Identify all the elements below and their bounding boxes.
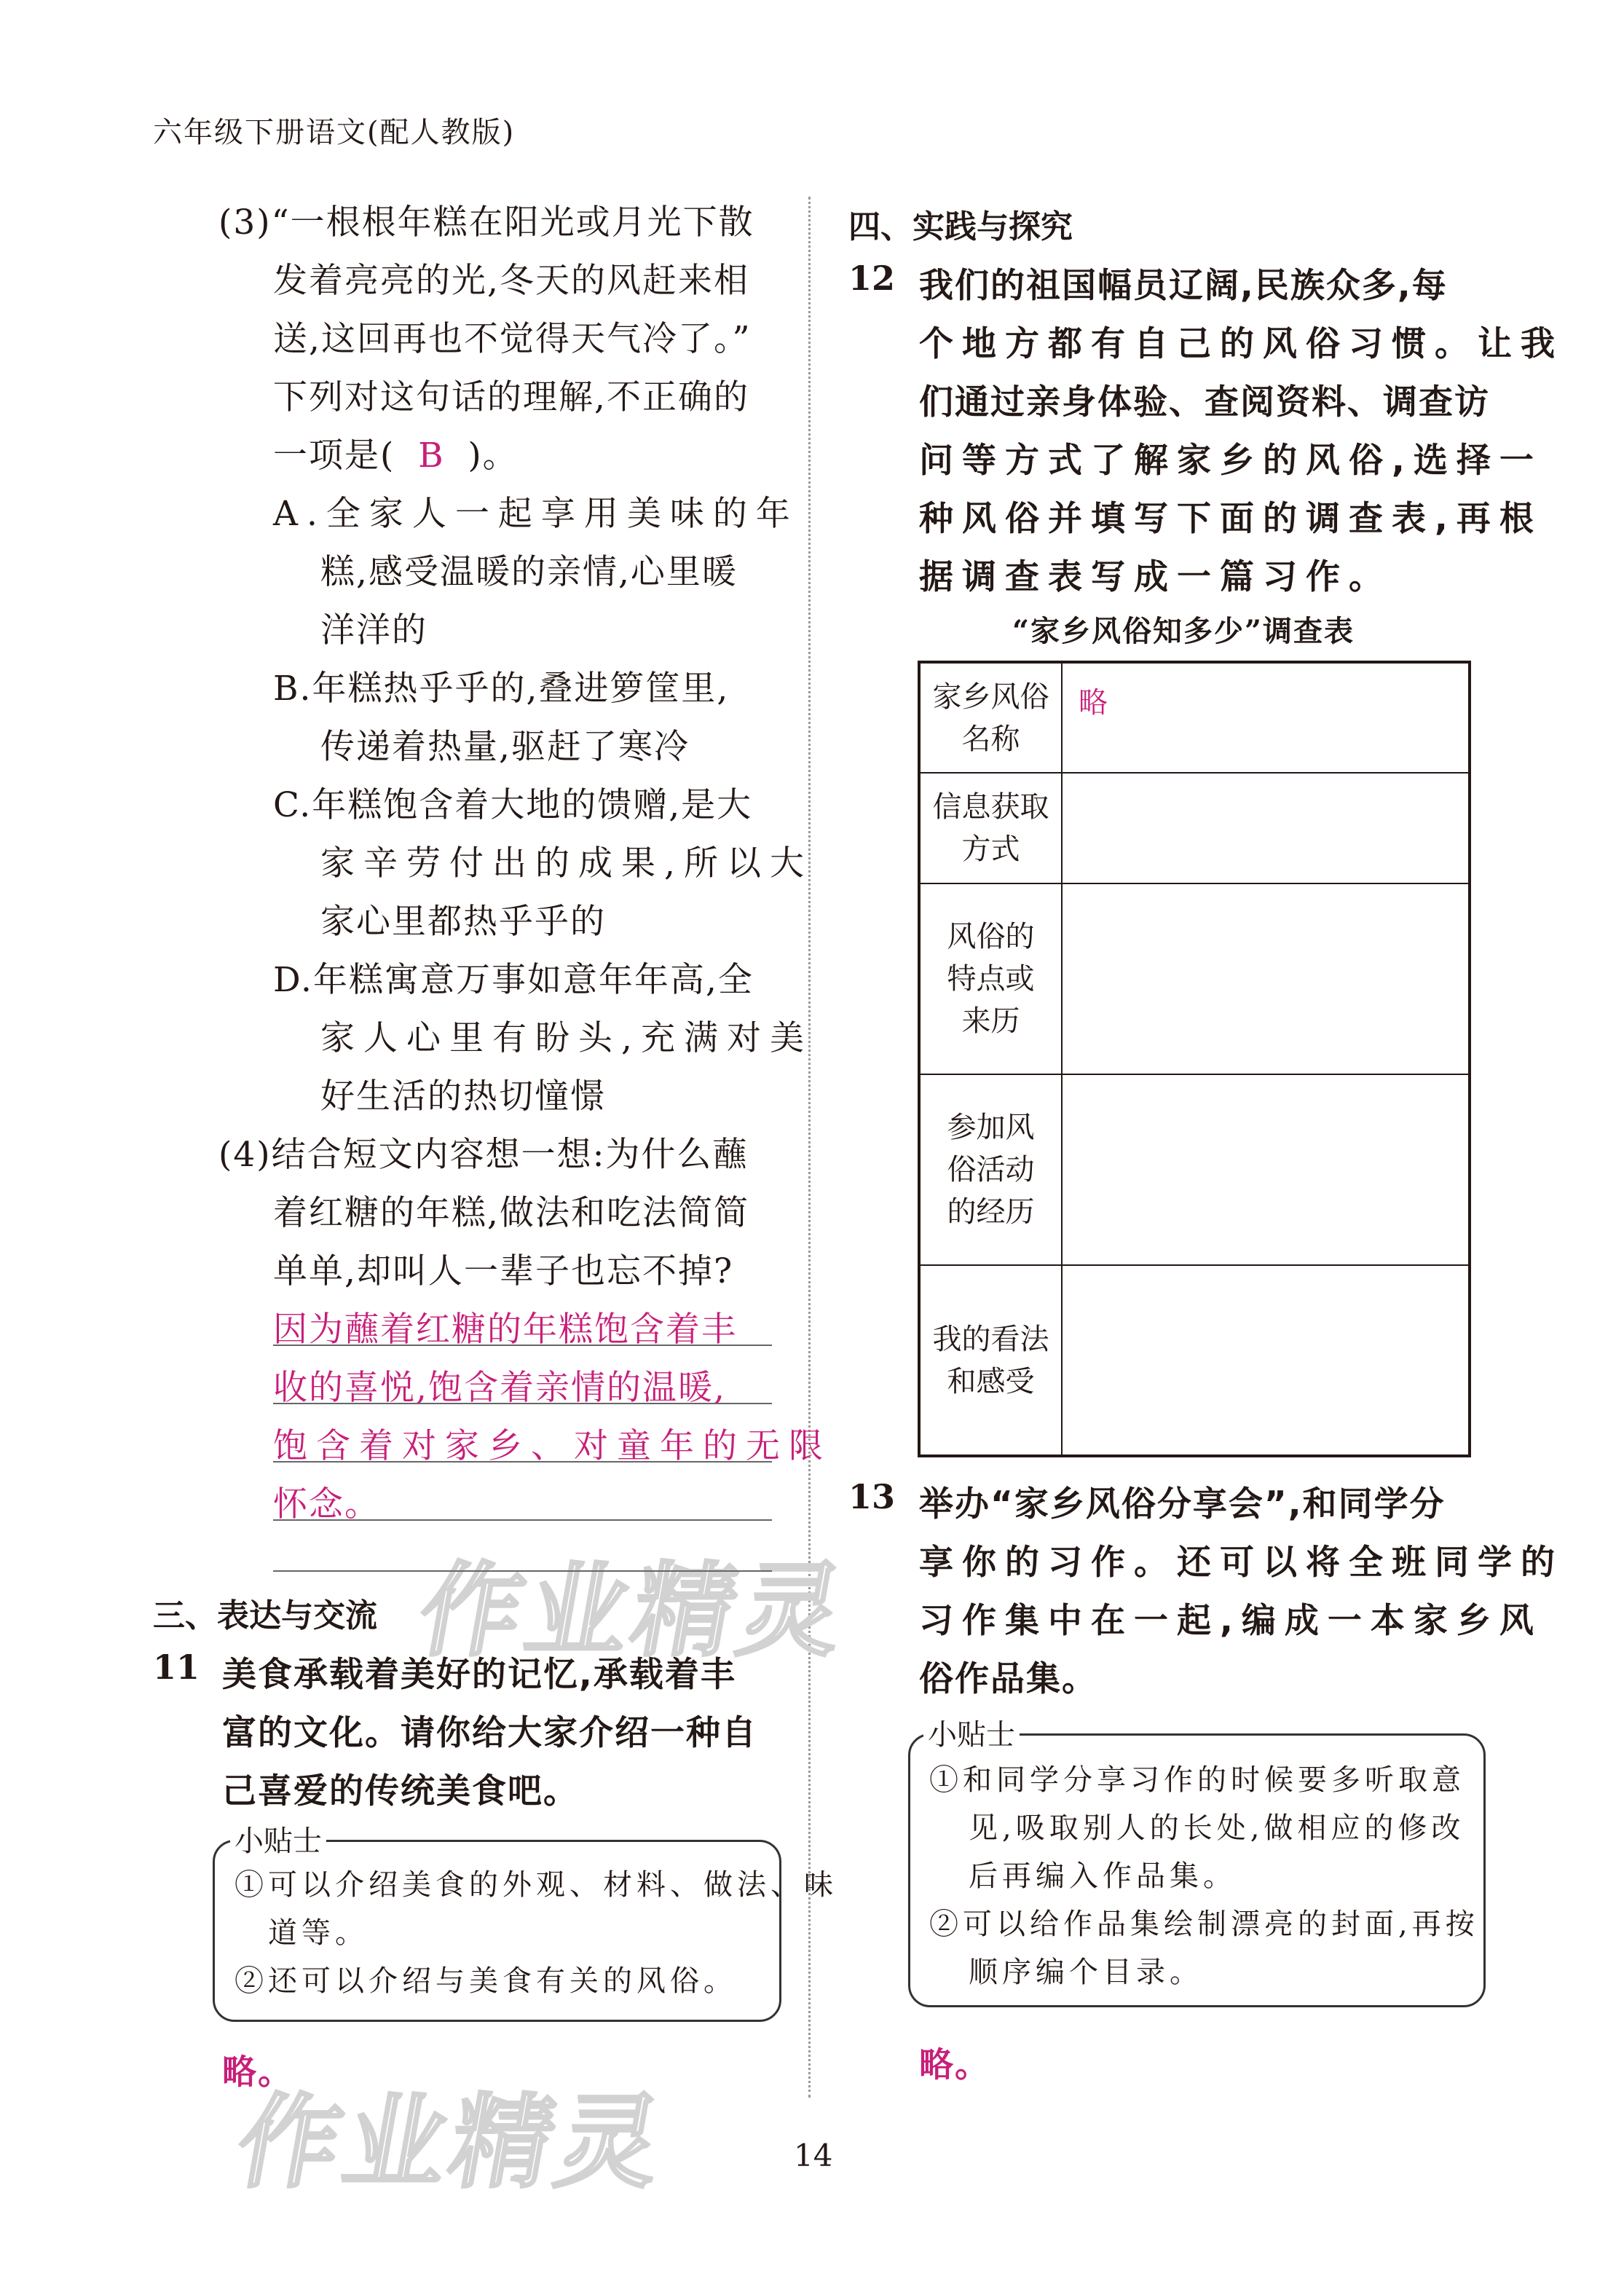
q4-line: 着红糖的年糕,做法和吃法简简 [273, 1193, 749, 1233]
q3-option-c-cont: 家辛劳付出的成果,所以大 [320, 843, 813, 883]
row-value[interactable]: 略 [1062, 662, 1470, 773]
label-line: 和感受 [947, 1364, 1035, 1398]
question-number: 11 [153, 1648, 200, 1687]
q3-line: (3)“一根根年糕在阳光或月光下散 [218, 202, 754, 243]
row-label [919, 662, 1062, 773]
label-line: 家乡风俗 [932, 680, 1049, 714]
q3-option-a-cont: 洋洋的 [320, 610, 427, 650]
row-label [919, 773, 1062, 883]
column-divider [808, 197, 811, 2098]
table-row [919, 773, 1470, 883]
q3-option-c: C.年糕饱含着大地的馈赠,是大 [273, 785, 753, 825]
page-number: 14 [794, 2138, 833, 2173]
label-line: 信息获取 [932, 790, 1049, 824]
q12-line: 们通过亲身体验、查阅资料、调查访 [919, 382, 1490, 422]
q13-line: 俗作品集。 [919, 1659, 1097, 1699]
row-value[interactable] [1062, 1265, 1470, 1456]
q12-line: 据调查表写成一篇习作。 [919, 557, 1392, 597]
q3-answer: B [418, 436, 445, 476]
tip-line: 道等。 [268, 1916, 368, 1950]
section-title: 四、实践与探究 [848, 208, 1073, 245]
section-title: 三、表达与交流 [153, 1597, 377, 1634]
answer-underline [273, 1403, 772, 1404]
q13-line: 举办“家乡风俗分享会”,和同学分 [919, 1484, 1446, 1524]
q3-stem-suffix: )。 [468, 436, 519, 476]
table-row [919, 883, 1470, 1074]
row-value[interactable] [1062, 1074, 1470, 1265]
q3-option-d-cont: 好生活的热切憧憬 [320, 1076, 606, 1117]
label-line: 俗活动 [947, 1153, 1035, 1186]
q11-line: 己喜爱的传统美食吧。 [222, 1771, 579, 1811]
label-line: 参加风 [947, 1111, 1035, 1144]
q3-stem [273, 428, 519, 477]
q11-line: 富的文化。请你给大家介绍一种自 [222, 1713, 757, 1753]
q12-line: 问等方式了解家乡的风俗,选择一 [919, 441, 1542, 481]
label-line: 特点或 [947, 962, 1035, 996]
watermark: 作业精灵 [228, 2084, 675, 2203]
q13-line: 习作集中在一起,编成一本家乡风 [919, 1601, 1542, 1641]
q3-option-d: D.年糕寓意万事如意年年高,全 [273, 960, 754, 1000]
q4-answer-line: 饱含着对家乡、对童年的无限 [273, 1426, 832, 1466]
label-line: 我的看法 [932, 1322, 1049, 1356]
q13-line: 享你的习作。还可以将全班同学的 [919, 1543, 1564, 1583]
tip-line: ②还可以介绍与美食有关的风俗。 [234, 1964, 737, 1998]
q4-answer-line: 因为蘸着红糖的年糕饱含着丰 [273, 1310, 737, 1350]
q3-option-d-cont: 家人心里有盼头,充满对美 [320, 1018, 813, 1058]
tip-line: ②可以给作品集绘制漂亮的封面,再按 [929, 1908, 1479, 1941]
row-label [919, 1074, 1062, 1265]
table-title: “家乡风俗知多少”调查表 [1012, 614, 1355, 648]
table-row [919, 1074, 1470, 1265]
q12-line: 种风俗并填写下面的调查表,再根 [919, 499, 1542, 539]
q13-answer: 略。 [919, 2045, 990, 2085]
tip-line: 顺序编个目录。 [969, 1956, 1203, 1989]
q4-line: 单单,却叫人一辈子也忘不掉? [273, 1251, 734, 1291]
watermark: 作业精灵 [410, 1552, 857, 1671]
table-row [919, 1265, 1470, 1456]
q3-option-a-cont: 糕,感受温暖的亲情,心里暖 [320, 552, 738, 592]
question-number: 13 [848, 1477, 896, 1516]
q12-line: 我们的祖国幅员辽阔,民族众多,每 [919, 266, 1448, 306]
q4-line: (4)结合短文内容想一想:为什么蘸 [218, 1135, 749, 1175]
q3-option-b-cont: 传递着热量,驱赶了寒冷 [320, 727, 690, 767]
table-row [919, 662, 1470, 773]
row-value[interactable] [1062, 883, 1470, 1074]
q3-stem-prefix: 一项是( [273, 436, 395, 476]
tip-line: ①和同学分享习作的时候要多听取意 [929, 1763, 1465, 1797]
q11-line: 美食承载着美好的记忆,承载着丰 [222, 1655, 736, 1695]
q4-answer-line: 怀念。 [273, 1484, 380, 1524]
question-number: 12 [848, 259, 896, 298]
label-line: 方式 [961, 832, 1020, 866]
label-line: 的经历 [947, 1195, 1035, 1229]
answer-underline [273, 1345, 772, 1346]
label-line: 名称 [961, 722, 1020, 756]
label-line: 风俗的 [947, 920, 1035, 953]
tip-title: 小贴士 [230, 1818, 326, 1859]
tip-line: ①可以介绍美食的外观、材料、做法、味 [234, 1868, 837, 1902]
q11-answer: 略。 [222, 2052, 293, 2093]
q3-option-c-cont: 家心里都热乎乎的 [320, 902, 606, 942]
q3-line: 送,这回再也不觉得天气冷了。” [273, 319, 752, 359]
q3-line: 发着亮亮的光,冬天的风赶来相 [273, 261, 749, 301]
q3-option-a: A.全家人一起享用美味的年 [273, 494, 799, 534]
tip-line: 见,吸取别人的长处,做相应的修改 [969, 1811, 1465, 1845]
row-label [919, 883, 1062, 1074]
q4-answer-line: 收的喜悦,饱含着亲情的温暖, [273, 1368, 726, 1408]
tip-title: 小贴士 [923, 1712, 1020, 1753]
q3-line: 下列对这句话的理解,不正确的 [273, 377, 749, 417]
label-line: 来历 [961, 1004, 1020, 1038]
q12-line: 个地方都有自己的风俗习惯。让我 [919, 324, 1564, 364]
answer-underline [273, 1461, 772, 1463]
q3-option-b: B.年糕热乎乎的,叠进箩筐里, [273, 669, 730, 709]
survey-table [918, 661, 1471, 1457]
row-value[interactable] [1062, 773, 1470, 883]
answer-underline [273, 1570, 772, 1572]
tip-line: 后再编入作品集。 [969, 1859, 1237, 1893]
row-label [919, 1265, 1062, 1456]
running-header: 六年级下册语文(配人教版) [153, 116, 516, 149]
answer-underline [273, 1519, 772, 1521]
